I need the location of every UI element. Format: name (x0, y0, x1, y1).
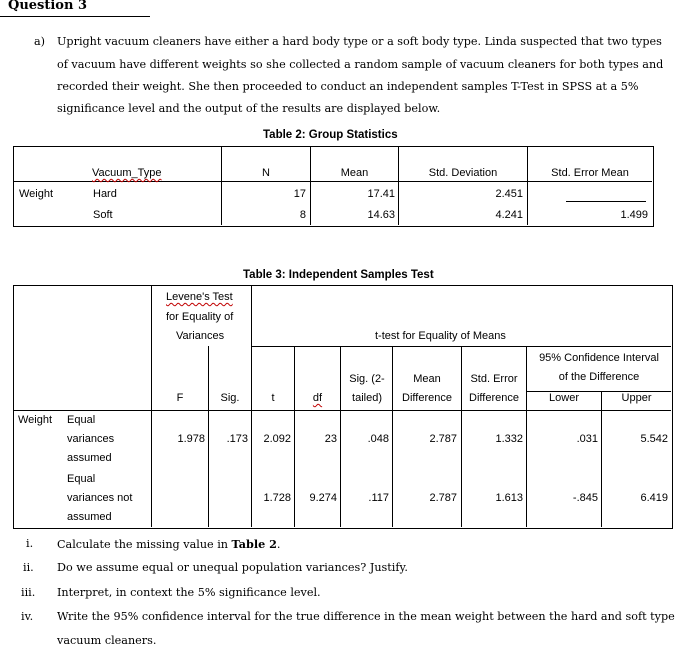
missing-value-blank (566, 201, 646, 202)
header-sig2-line-1: Sig. (2- (349, 373, 385, 385)
table-cell-t: 2.092 (263, 433, 291, 445)
table-row-type: Hard (93, 188, 117, 200)
row2-label-line-2: variances not (67, 492, 133, 504)
header-t: t (271, 392, 275, 404)
table-cell-sediff: 1.332 (495, 433, 523, 445)
header-vacuum-type: Vacuum_Type (92, 167, 162, 179)
title-underline (0, 16, 150, 17)
table-cell-f: 1.978 (177, 433, 205, 445)
header-meandiff-line-1: Mean (413, 373, 441, 385)
independent-samples-test-table (13, 285, 673, 529)
levene-header-line-2: for Equality of (166, 311, 234, 323)
header-sig: Sig. (220, 392, 240, 404)
table-cell-lower: .031 (576, 433, 598, 445)
table-cell-meandiff: 2.787 (429, 492, 457, 504)
header-std-error-mean: Std. Error Mean (551, 167, 629, 179)
table2-caption: Table 2: Group Statistics (263, 129, 398, 141)
row-label-weight: Weight (18, 414, 53, 426)
table-cell-upper: 5.542 (640, 433, 668, 445)
levene-header-line-3: Variances (176, 330, 225, 342)
table-cell-sig2: .048 (367, 433, 389, 445)
table3-caption: Table 3: Independent Samples Test (243, 269, 434, 281)
table-cell-sig: .173 (226, 433, 248, 445)
header-sediff-line-1: Std. Error (470, 373, 518, 385)
table-cell-sediff: 1.613 (495, 492, 523, 504)
subq-text-continuation: vacuum cleaners. (57, 634, 157, 647)
table-cell-n: 8 (299, 209, 306, 221)
ci-header-line-2: of the Difference (558, 371, 640, 383)
paragraph-line-3: recorded their weight. She then proceeded to conduct an independent samples T-Test in SPSS at a 5% (57, 80, 639, 93)
paragraph-line-4: significance level and the output of the results are displayed below. (57, 102, 441, 115)
subq-text: Interpret, in context the 5% significance level. (57, 586, 321, 599)
header-upper: Upper (621, 392, 652, 404)
row1-label-line-1: Equal (67, 414, 96, 426)
table-cell-lower: -.845 (572, 492, 598, 504)
row1-label-line-3: assumed (67, 452, 112, 464)
subq-number: iv. (21, 610, 34, 623)
table-cell-df: 9.274 (309, 492, 337, 504)
subq-number: iii. (21, 586, 36, 599)
header-meandiff-line-2: Difference (402, 392, 452, 404)
table-cell-upper: 6.419 (640, 492, 668, 504)
table-cell-meandiff: 2.787 (429, 433, 457, 445)
part-label: a) (34, 35, 46, 48)
paragraph-line-1: Upright vacuum cleaners have either a hard body type or a soft body type. Linda suspected that two types (57, 35, 662, 48)
table-cell-n: 17 (293, 188, 306, 200)
subq-text: Calculate the missing value in Table 2. (57, 537, 281, 551)
row1-label-line-2: variances (67, 433, 115, 445)
header-std-deviation: Std. Deviation (428, 167, 498, 179)
table-row-type: Soft (93, 209, 113, 221)
header-sig2-line-2: tailed) (352, 392, 382, 404)
header-df: df (312, 392, 323, 404)
ci-header-line-1: 95% Confidence Interval (539, 352, 659, 364)
question-title: Question 3 (8, 0, 88, 13)
header-n: N (262, 167, 270, 179)
table-cell-sig2: .117 (368, 492, 389, 504)
subq-number: ii. (23, 561, 34, 574)
row2-label-line-3: assumed (67, 511, 112, 523)
subq-number: i. (26, 537, 34, 550)
header-f: F (176, 392, 184, 404)
table-cell-mean: 17.41 (367, 188, 395, 200)
ttest-header: t-test for Equality of Means (375, 330, 506, 342)
subq-text: Write the 95% confidence interval for the true difference in the mean weight between the hard and soft type (57, 610, 675, 623)
paragraph-line-2: of vacuum have different weights so she collected a random sample of vacuum cleaners for both types and (57, 58, 664, 71)
header-mean: Mean (340, 167, 369, 179)
subq-text: Do we assume equal or unequal population variances? Justify. (57, 561, 408, 574)
row-label-weight: Weight (19, 188, 54, 200)
table-cell-sd: 2.451 (495, 188, 523, 200)
table-cell-mean: 14.63 (367, 209, 395, 221)
row2-label-line-1: Equal (67, 473, 96, 485)
table-cell-df: 23 (324, 433, 337, 445)
header-sediff-line-2: Difference (469, 392, 519, 404)
table-cell-se: 1.499 (620, 209, 648, 221)
table-cell-sd: 4.241 (495, 209, 523, 221)
levene-header-line-1: Levene's Test (166, 291, 233, 303)
table-cell-t: 1.728 (263, 492, 291, 504)
header-lower: Lower (549, 392, 579, 404)
group-statistics-table (13, 146, 654, 227)
